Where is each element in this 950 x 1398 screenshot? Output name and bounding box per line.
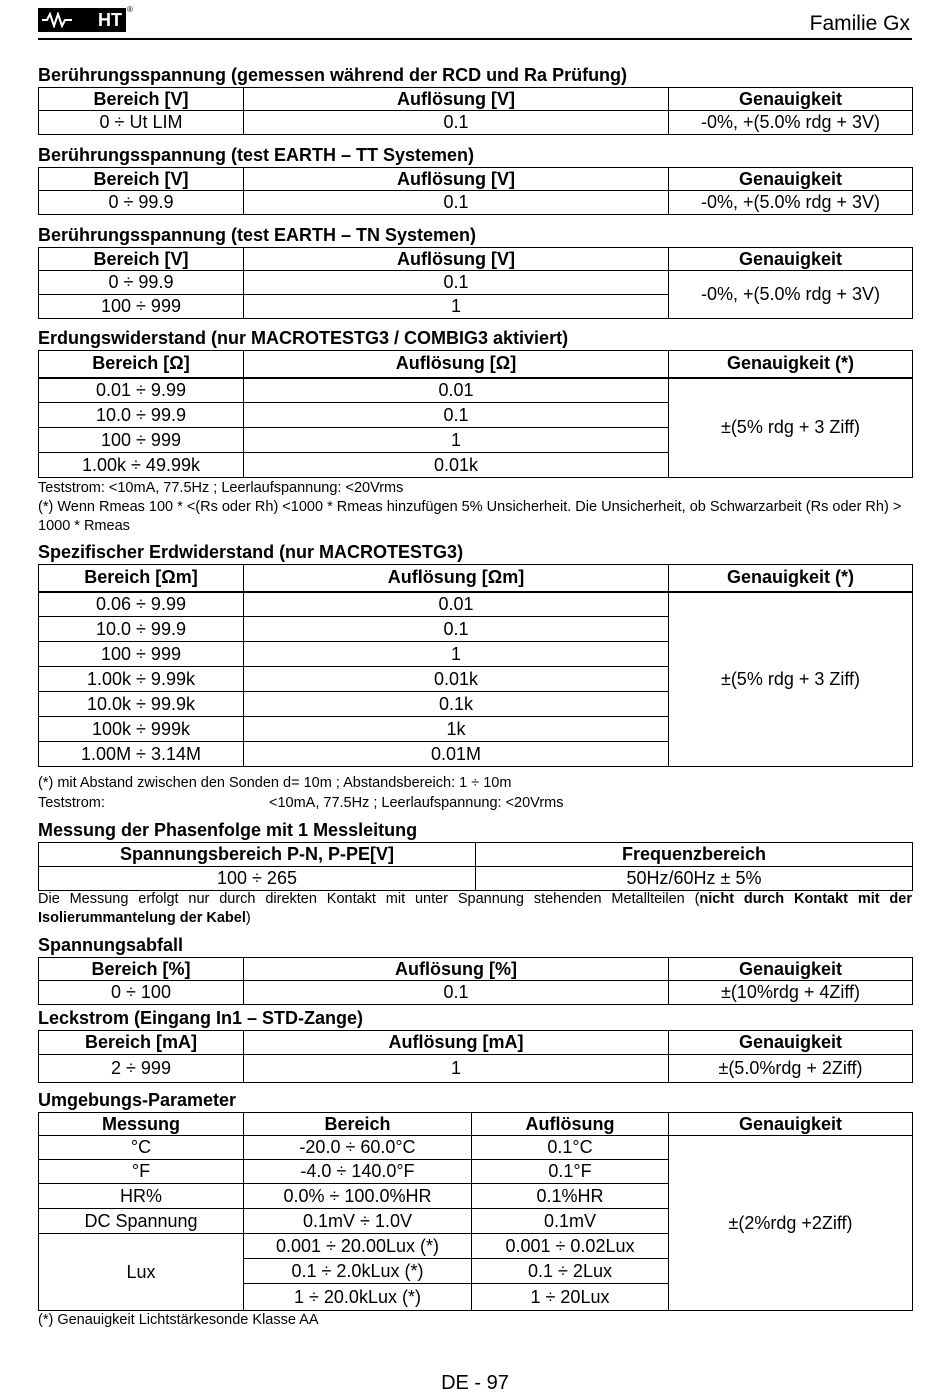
col-header: Genauigkeit: [669, 88, 913, 111]
col-header: Auflösung [V]: [244, 168, 669, 191]
col-header: Genauigkeit: [669, 248, 913, 271]
cell: 0.01k: [244, 667, 669, 692]
col-header: Bereich [%]: [39, 958, 244, 981]
col-header: Auflösung [Ω]: [244, 351, 669, 378]
cell: 2 ÷ 999: [39, 1055, 244, 1083]
section-title-earth-res: Erdungswiderstand (nur MACROTESTG3 / COMBIG3 aktiviert): [38, 328, 569, 348]
cell: 1.00k ÷ 9.99k: [39, 667, 244, 692]
waveform-icon: [42, 12, 72, 28]
table-drop: [38, 957, 913, 1005]
cell: 0.1°C: [472, 1136, 669, 1160]
cell: 0 ÷ 100: [39, 981, 244, 1005]
cell: 0 ÷ Ut LIM: [39, 111, 244, 135]
cell: 1k: [244, 717, 669, 742]
cell: 0.1: [244, 403, 669, 428]
cell: 0.01M: [244, 742, 669, 767]
cell: 100 ÷ 999: [39, 295, 244, 319]
cell: 0.1: [244, 981, 669, 1005]
col-header: Bereich [V]: [39, 168, 244, 191]
note-bold-text: nicht durch Kontakt mit der Isolierummantelung der Kabel: [38, 891, 912, 926]
cell: 0.01: [244, 592, 669, 617]
cell: ±(5.0%rdg + 2Ziff): [669, 1055, 913, 1083]
cell: 0.1: [244, 617, 669, 642]
section-title-touch-tt: Berührungsspannung (test EARTH – TT Systemen): [38, 145, 475, 165]
cell: 0.1: [244, 191, 669, 215]
col-header: Genauigkeit (*): [669, 351, 913, 378]
cell: 0.1: [244, 111, 669, 135]
header-divider: [38, 38, 912, 40]
cell: °C: [39, 1136, 244, 1160]
cell: 0.1 ÷ 2Lux: [472, 1259, 669, 1284]
cell: 0.06 ÷ 9.99: [39, 592, 244, 617]
logo-text: HT: [98, 10, 122, 30]
col-header: Messung: [39, 1113, 244, 1136]
accuracy-cell: ±(5% rdg + 3 Ziff): [669, 378, 913, 478]
col-header: Auflösung [Ωm]: [244, 565, 669, 592]
table-row: [39, 1136, 913, 1160]
accuracy-cell: ±(2%rdg +2Ziff): [669, 1136, 913, 1311]
section-title-touch-tn: Berührungsspannung (test EARTH – TN Systemen): [38, 225, 477, 245]
col-header: Genauigkeit: [669, 1113, 913, 1136]
cell: HR%: [39, 1184, 244, 1209]
cell: 100 ÷ 999: [39, 428, 244, 453]
col-header: Auflösung [V]: [244, 88, 669, 111]
section-title-drop: Spannungsabfall: [38, 935, 184, 955]
cell: 100 ÷ 265: [39, 867, 476, 891]
cell: 1: [244, 642, 669, 667]
cell: 0 ÷ 99.9: [39, 271, 244, 295]
col-header: Bereich [mA]: [39, 1031, 244, 1055]
col-header: Auflösung [%]: [244, 958, 669, 981]
cell: 0.1mV: [472, 1209, 669, 1234]
col-header: Auflösung [V]: [244, 248, 669, 271]
note-test-current: Teststrom: <10mA, 77.5Hz ; Leerlaufspannung: <20Vrms: [38, 480, 404, 496]
section-title-env: Umgebungs-Parameter: [38, 1090, 237, 1110]
cell: 0.01: [244, 378, 669, 403]
cell: 0 ÷ 99.9: [39, 191, 244, 215]
col-header: Spannungsbereich P-N, P-PE[V]: [39, 843, 476, 867]
cell: DC Spannung: [39, 1209, 244, 1234]
cell: 0.1°F: [472, 1160, 669, 1184]
cell: 0.01 ÷ 9.99: [39, 378, 244, 403]
note-uncertainty: (*) Wenn Rmeas 100 * <(Rs oder Rh) <1000 * Rmeas hinzufügen 5% Unsicherheit. Die Unsicherheit, ob Schwarzarbeit (Rs oder Rh) > 1000 * Rmeas: [38, 499, 902, 534]
cell: 0.1: [244, 271, 669, 295]
note-label: Teststrom:: [38, 795, 105, 811]
table-row: [39, 1055, 913, 1083]
note-text: Die Messung erfolgt nur durch direkten Kontakt mit unter Spannung stehenden Metallteilen (: [38, 891, 700, 907]
col-header: Auflösung [mA]: [244, 1031, 669, 1055]
col-header: Bereich [Ωm]: [39, 565, 244, 592]
cell: 10.0k ÷ 99.9k: [39, 692, 244, 717]
note-lux-probe: (*) Genauigkeit Lichtstärkesonde Klasse AA: [38, 1312, 319, 1328]
cell: 100k ÷ 999k: [39, 717, 244, 742]
table-earth-res: [38, 350, 913, 478]
page-number: DE - 97: [441, 1372, 509, 1394]
cell: 0.1%HR: [472, 1184, 669, 1209]
accuracy-cell: -0%, +(5.0% rdg + 3V): [669, 271, 913, 319]
section-title-spec-res: Spezifischer Erdwiderstand (nur MACROTESTG3): [38, 542, 464, 562]
page-header: [38, 0, 912, 40]
table-row: [39, 111, 913, 135]
table-row: [39, 191, 913, 215]
cell: 100 ÷ 999: [39, 642, 244, 667]
cell: 50Hz/60Hz ± 5%: [476, 867, 913, 891]
table-row: [39, 378, 913, 403]
cell: 10.0 ÷ 99.9: [39, 617, 244, 642]
cell: 0.1mV ÷ 1.0V: [244, 1209, 472, 1234]
col-header: Auflösung: [472, 1113, 669, 1136]
cell: -20.0 ÷ 60.0°C: [244, 1136, 472, 1160]
col-header: Genauigkeit: [669, 1031, 913, 1055]
section-title-touch-rcd: Berührungsspannung (gemessen während der RCD und Ra Prüfung): [38, 65, 628, 85]
note-probe-distance: (*) mit Abstand zwischen den Sonden d= 10m ; Abstandsbereich: 1 ÷ 10m: [38, 775, 512, 791]
cell: 1.00k ÷ 49.99k: [39, 453, 244, 478]
cell: °F: [39, 1160, 244, 1184]
table-row: [39, 592, 913, 617]
document-title: Familie Gx: [809, 12, 910, 35]
table-row: [39, 981, 913, 1005]
col-header: Frequenzbereich: [476, 843, 913, 867]
cell: 1 ÷ 20.0kLux (*): [244, 1284, 472, 1311]
table-row: [39, 867, 913, 891]
col-header: Genauigkeit (*): [669, 565, 913, 592]
cell: 0.1k: [244, 692, 669, 717]
cell: 1 ÷ 20Lux: [472, 1284, 669, 1311]
note-text: ): [245, 910, 251, 926]
cell: 1.00M ÷ 3.14M: [39, 742, 244, 767]
table-leak: [38, 1030, 913, 1083]
col-header: Genauigkeit: [669, 958, 913, 981]
accuracy-cell: ±(5% rdg + 3 Ziff): [669, 592, 913, 767]
cell: -0%, +(5.0% rdg + 3V): [669, 111, 913, 135]
cell: 0.0% ÷ 100.0%HR: [244, 1184, 472, 1209]
section-title-phase: Messung der Phasenfolge mit 1 Messleitung: [38, 820, 418, 840]
cell: ±(10%rdg + 4Ziff): [669, 981, 913, 1005]
cell: -4.0 ÷ 140.0°F: [244, 1160, 472, 1184]
cell: 10.0 ÷ 99.9: [39, 403, 244, 428]
col-header: Bereich [Ω]: [39, 351, 244, 378]
section-title-leak: Leckstrom (Eingang In1 – STD-Zange): [38, 1008, 364, 1028]
note-phase: [38, 890, 912, 928]
col-header: Bereich: [244, 1113, 472, 1136]
cell: -0%, +(5.0% rdg + 3V): [669, 191, 913, 215]
cell: 1: [244, 295, 669, 319]
cell: 0.001 ÷ 0.02Lux: [472, 1234, 669, 1259]
col-header: Bereich [V]: [39, 248, 244, 271]
table-touch-tn: [38, 247, 913, 319]
note-value: <10mA, 77.5Hz ; Leerlaufspannung: <20Vrms: [269, 795, 564, 811]
cell: 0.001 ÷ 20.00Lux (*): [244, 1234, 472, 1259]
registered-mark: ®: [127, 5, 133, 14]
table-env: [38, 1112, 913, 1311]
cell: 1: [244, 428, 669, 453]
col-header: Genauigkeit: [669, 168, 913, 191]
ht-logo: [38, 8, 126, 32]
cell: 0.1 ÷ 2.0kLux (*): [244, 1259, 472, 1284]
table-spec-res: [38, 564, 913, 767]
table-touch-rcd: [38, 87, 913, 135]
cell-lux: Lux: [39, 1234, 244, 1311]
cell: 0.01k: [244, 453, 669, 478]
col-header: Bereich [V]: [39, 88, 244, 111]
table-touch-tt: [38, 167, 913, 215]
table-row: [39, 271, 913, 295]
cell: 1: [244, 1055, 669, 1083]
note-test-current-2: [38, 794, 912, 813]
table-phase: [38, 842, 913, 891]
